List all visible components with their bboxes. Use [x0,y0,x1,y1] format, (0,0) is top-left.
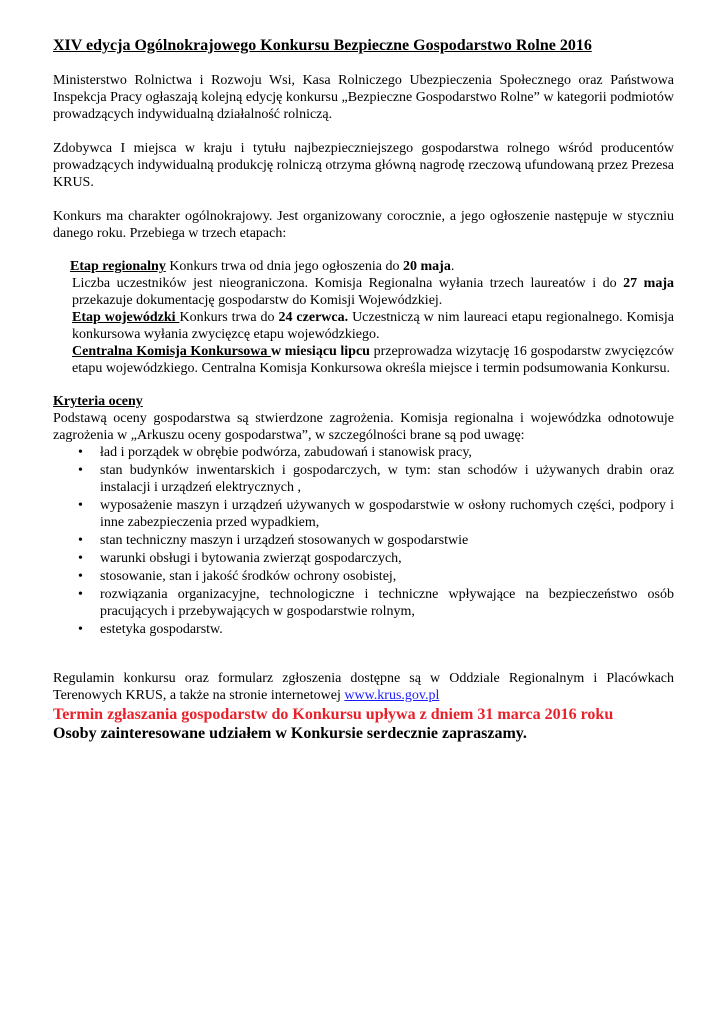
stage-voivodeship-text-2: Uczestniczą w nim laureaci etapu regionalnego. Komisja konkursowa wyłania zwycięzcę etapu wojewódzkiego. [72,310,674,342]
stage-voivodeship-text: Konkurs trwa do [179,310,279,325]
stage-regional-label: Etap regionalny [70,259,166,274]
document-page [53,36,674,743]
stage-central-text: przeprowadza wizytację 16 gospodarstw zwycięzców etapu wojewódzkiego. Centralna Komisja Konkursowa określa miejsce i termin podsumowania Konkursu. [72,344,675,376]
intro-paragraph: Ministerstwo Rolnictwa i Rozwoju Wsi, Kasa Rolniczego Ubezpieczenia Społecznego oraz Państwowa Inspekcja Pracy ogłaszają kolejną edycję konkursu „Bezpieczne Gospodarstwo Rolne” w kategorii podmiotów prowadzących indywidualną działalność rolniczą. [53,73,674,122]
stage-regional-period: . [450,259,455,274]
prize-paragraph: Zdobywca I miejsca w kraju i tytułu najbezpieczniejszego gospodarstwa rolnego wśród producentów prowadzących indywidualną produkcję rolniczą otrzyma główną nagrodę rzeczową ufundowaną przez Prezesa KRUS. [53,141,674,190]
invitation-text: Osoby zainteresowane udziałem w Konkursie serdecznie zapraszamy. [53,725,527,742]
criteria-item: • stan budynków inwentarskich i gospodarczych, w tym: stan schodów i używanych drabin oraz instalacji i urządzeń elektrycznych , [100,462,674,496]
criteria-intro: Podstawą oceny gospodarstwa są stwierdzone zagrożenia. Komisja regionalna i wojewódzka odnotowuje zagrożenia w „Arkuszu oceny gospodarstwa”, w szczególności brane są pod uwagę: [53,411,674,443]
criteria-item: • warunki obsługi i bytowania zwierząt gospodarczych, [100,550,674,567]
criteria-item: • stan techniczny maszyn i urządzeń stosowanych w gospodarstwie [100,532,674,549]
closing-text: Regulamin konkursu oraz formularz zgłoszenia dostępne są w Oddziale Regionalnym i Placówkach Terenowych KRUS, a także na stronie internetowej [53,671,674,703]
stages-section [53,258,674,377]
deadline-notice: Termin zgłaszania gospodarstw do Konkursu upływa z dniem 31 marca 2016 roku [53,706,614,723]
stage-regional [70,258,674,275]
stage-voivodeship-date: 24 czerwca. [278,310,349,325]
closing-section [53,670,674,743]
closing-paragraph [53,670,674,704]
criteria-item: • wyposażenie maszyn i urządzeń używanych w gospodarstwie w osłony ruchomych części, podpory i inne zabezpieczenia przed wypadkiem, [100,497,674,531]
stage-regional-date: 20 maja [403,259,451,274]
criteria-item: • estetyka gospodarstw. [100,621,674,638]
page-title: XIV edycja Ogólnokrajowego Konkursu Bezpieczne Gospodarstwo Rolne 2016 [53,37,592,54]
criteria-list [53,444,674,638]
criteria-item: • rozwiązania organizacyjne, technologiczne i techniczne wpływające na bezpieczeństwo osób pracujących i przebywających w gospodarstwie rolnym, [100,586,674,620]
stage-central-date: w miesiącu lipcu [271,344,370,359]
stage-central [72,343,674,377]
stages-intro-paragraph: Konkurs ma charakter ogólnokrajowy. Jest organizowany corocznie, a jego ogłoszenie następuje w styczniu danego roku. Przebiega w trzech etapach: [53,209,674,241]
stage-voivodeship-label: Etap wojewódzki [72,310,180,325]
criteria-item: • ład i porządek w obrębie podwórza, zabudowań i stanowisk pracy, [100,444,674,461]
stage-voivodeship [72,309,674,343]
criteria-heading: Kryteria oceny [53,394,143,409]
stage-regional-details-text-2: przekazuje dokumentację gospodarstw do Komisji Wojewódzkiej. [72,293,443,308]
stage-regional-details [72,275,674,309]
stage-regional-text: Konkurs trwa od dnia jego ogłoszenia do [165,259,403,274]
stage-regional-details-text: Liczba uczestników jest nieograniczona. Komisja Regionalna wyłania trzech laureatów i do [72,276,624,291]
krus-website-link[interactable]: www.krus.gov.pl [344,688,440,703]
stage-central-label: Centralna Komisja Konkursowa [72,344,272,359]
criteria-item: • stosowanie, stan i jakość środków ochrony osobistej, [100,568,674,585]
criteria-section [53,393,674,638]
stage-regional-date-2: 27 maja [623,276,674,291]
